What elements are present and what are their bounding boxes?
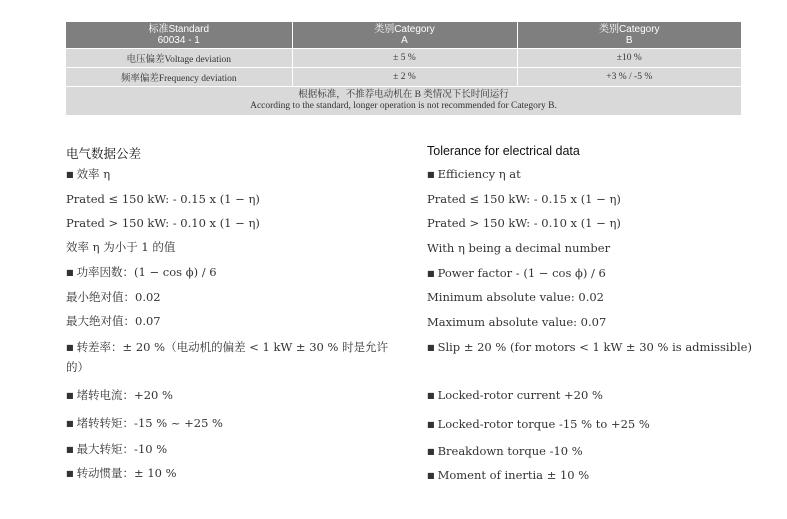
item-text: Moment of inertia ± 10 % xyxy=(437,468,590,482)
item-text: 最大转矩：-10 % xyxy=(76,442,168,456)
list-item xyxy=(66,265,217,281)
table-note xyxy=(66,87,741,116)
bullet-icon: ■ xyxy=(427,269,435,278)
bullet-icon: ■ xyxy=(66,170,74,179)
bullet-icon: ■ xyxy=(66,268,74,277)
item-text: 最小绝对值：0.02 xyxy=(66,290,161,304)
bullet-icon: ■ xyxy=(427,447,435,456)
item-text: With η being a decimal number xyxy=(427,241,611,255)
header-text: 标准Standard xyxy=(148,24,210,35)
list-item xyxy=(66,290,161,304)
list-item xyxy=(427,468,589,484)
list-item xyxy=(427,417,650,433)
item-text: Breakdown torque -10 % xyxy=(437,444,583,458)
list-item xyxy=(427,444,583,460)
list-item xyxy=(427,192,621,206)
list-item xyxy=(66,388,173,404)
bullet-icon: ■ xyxy=(66,419,74,428)
row-label: 电压偏差Voltage deviation xyxy=(66,49,292,68)
item-text: 效率 η xyxy=(76,167,111,181)
item-text: 堵转转矩：-15 % ~ +25 % xyxy=(76,416,223,430)
item-text: 转差率：± 20 %（电动机的偏差 < 1 kW ± 30 % 时是允许的） xyxy=(66,340,389,374)
standard-table xyxy=(66,22,741,116)
bullet-icon: ■ xyxy=(427,420,435,429)
list-item xyxy=(427,388,603,404)
list-item xyxy=(427,315,606,329)
list-item xyxy=(427,167,521,183)
table-header-row xyxy=(66,22,741,49)
list-item xyxy=(66,442,167,458)
item-text: 转动惯量：± 10 % xyxy=(76,466,177,480)
header-text: 类别Category xyxy=(598,24,660,35)
item-text: 效率 η 为小于 1 的值 xyxy=(66,240,176,254)
list-item xyxy=(66,416,223,432)
list-item xyxy=(427,340,752,356)
row-value-b: +3 % / -5 % xyxy=(517,68,741,87)
bullet-icon: ■ xyxy=(66,391,74,400)
table-note-row xyxy=(66,87,741,116)
table-row xyxy=(66,68,741,87)
list-item xyxy=(66,167,110,183)
row-label: 频率偏差Frequency deviation xyxy=(66,68,292,87)
item-text: Prated > 150 kW: - 0.10 x (1 − η) xyxy=(66,216,260,230)
list-item xyxy=(427,290,604,304)
list-item xyxy=(66,314,161,328)
item-text: Minimum absolute value: 0.02 xyxy=(427,290,604,304)
bullet-icon: ■ xyxy=(427,343,435,352)
bullet-icon: ■ xyxy=(427,471,435,480)
list-item xyxy=(66,466,177,482)
list-item xyxy=(66,338,396,377)
bullet-icon: ■ xyxy=(427,170,435,179)
table-row xyxy=(66,49,741,68)
header-category-a xyxy=(292,22,517,49)
item-text: Prated > 150 kW: - 0.10 x (1 − η) xyxy=(427,216,621,230)
list-item xyxy=(427,216,621,230)
list-item xyxy=(427,241,610,255)
item-text: Power factor - (1 − cos ϕ) / 6 xyxy=(437,266,606,280)
note-text-cn: 根据标准，不推荐电动机在 B 类情况下长时间运行 xyxy=(298,90,509,100)
list-item xyxy=(66,192,260,206)
header-text: B xyxy=(625,35,633,46)
bullet-icon: ■ xyxy=(66,469,74,478)
item-text: Locked-rotor current +20 % xyxy=(437,388,603,402)
header-category-b xyxy=(517,22,741,49)
list-item xyxy=(427,266,606,282)
bullet-icon: ■ xyxy=(66,445,74,454)
row-value-b: ±10 % xyxy=(517,49,741,68)
header-text: 类别Category xyxy=(374,24,435,35)
item-text: 堵转电流：+20 % xyxy=(76,388,173,402)
bullet-icon: ■ xyxy=(66,343,74,352)
bullet-icon: ■ xyxy=(427,391,435,400)
item-text: Efficiency η at xyxy=(437,167,521,181)
header-standard xyxy=(66,22,292,49)
item-text: Maximum absolute value: 0.07 xyxy=(427,315,607,329)
item-text: 最大绝对值：0.07 xyxy=(66,314,161,328)
row-value-a: ± 2 % xyxy=(292,68,517,87)
item-text: Locked-rotor torque -15 % to +25 % xyxy=(437,417,650,431)
item-text: Prated ≤ 150 kW: - 0.15 x (1 − η) xyxy=(427,192,621,206)
header-text: A xyxy=(401,35,408,46)
row-value-a: ± 5 % xyxy=(292,49,517,68)
list-item xyxy=(66,216,260,230)
item-text: Slip ± 20 % (for motors < 1 kW ± 30 % is admissible) xyxy=(437,340,752,354)
header-text: 60034 - 1 xyxy=(157,35,200,46)
section-heading: 电气数据公差 xyxy=(66,147,142,161)
list-item xyxy=(66,240,175,254)
item-text: Prated ≤ 150 kW: - 0.15 x (1 − η) xyxy=(66,192,260,206)
item-text: 功率因数：(1 − cos ϕ) / 6 xyxy=(76,265,217,279)
section-heading: Tolerance for electrical data xyxy=(427,144,580,158)
note-text-en: According to the standard, longer operation is not recommended for Category B. xyxy=(250,101,557,111)
